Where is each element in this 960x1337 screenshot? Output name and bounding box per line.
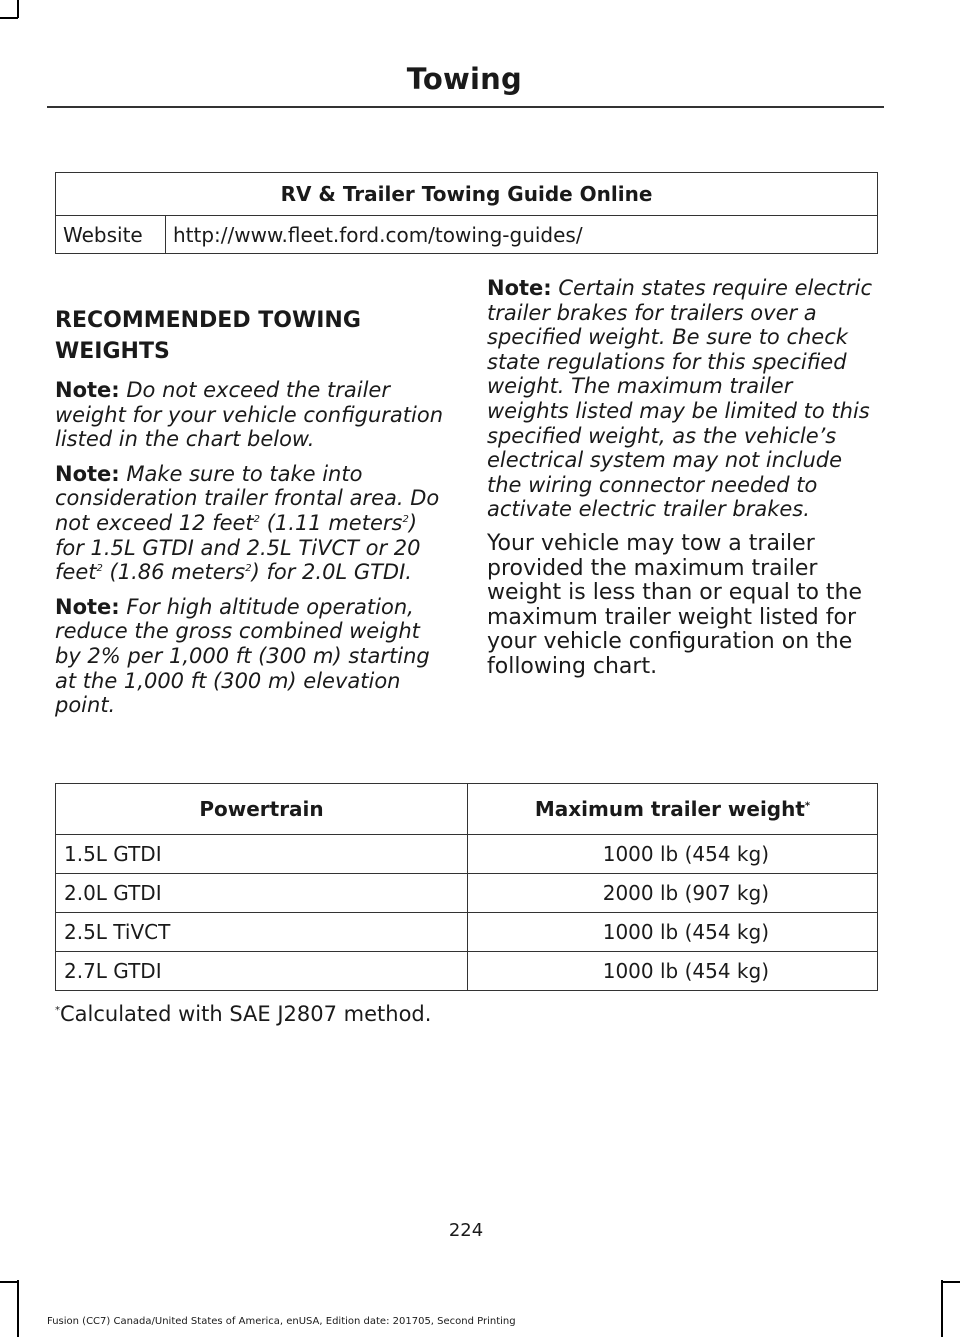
table-title: RV & Trailer Towing Guide Online <box>56 173 878 216</box>
crop-mark <box>0 17 18 19</box>
note <box>487 276 879 522</box>
table-header-row <box>56 784 878 835</box>
table-header-row <box>56 173 878 216</box>
footnote <box>55 1002 431 1026</box>
crop-mark <box>17 1280 19 1337</box>
body-paragraph: Your vehicle may tow a trailer provided the maximum trailer weight is less than or equal to the maximum trailer weight listed for your vehicle configuration on the following chart. <box>487 530 862 679</box>
crop-mark <box>17 0 19 18</box>
crop-mark <box>0 1281 18 1283</box>
edition-info: Fusion (CC7) Canada/United States of America, enUSA, Edition date: 201705, Second Printing <box>47 1316 516 1327</box>
page-number: 224 <box>448 1220 484 1241</box>
towing-guide-table <box>55 172 878 254</box>
table-row <box>56 216 878 254</box>
note-text: For high altitude operation, reduce the gross combined weight by 2% per 1,000 ft (300 m) starting at the 1,000 ft (300 m) elevation point. <box>55 594 430 718</box>
superscript: 2 <box>96 563 103 575</box>
header-rule <box>47 106 884 108</box>
note-text: Certain states require electric trailer brakes for trailers over a specified weight. Be sure to check state regulations for this specified weight. The maximum trailer weights listed may be limited to this specified weight, as the vehicle’s electrical system may not include the wiring connector needed to activate electric trailer brakes. <box>487 276 873 522</box>
powertrain-header: Powertrain <box>56 784 468 835</box>
trailer-weights-table <box>55 783 878 991</box>
note-text-part: (1.86 meters <box>102 560 246 585</box>
note <box>55 595 447 718</box>
note-text-part: ) for 2.0L GTDI. <box>251 560 412 585</box>
website-url: http://www.fleet.ford.com/towing-guides/ <box>166 216 878 254</box>
weight-cell: 2000 lb (907 kg) <box>468 874 878 913</box>
note <box>55 378 447 452</box>
crop-mark <box>942 1281 960 1283</box>
max-weight-header-text: Maximum trailer weight <box>534 797 805 821</box>
superscript: 2 <box>253 513 261 525</box>
note-text: Do not exceed the trailer weight for your vehicle configuration listed in the chart below. <box>55 378 444 452</box>
heading-line: RECOMMENDED TOWING <box>55 308 361 333</box>
powertrain-cell: 2.0L GTDI <box>56 874 468 913</box>
website-label: Website <box>56 216 166 254</box>
table-row <box>56 874 878 913</box>
left-column <box>55 305 447 728</box>
footnote-marker: * <box>55 1005 60 1016</box>
superscript: 2 <box>245 563 252 575</box>
powertrain-cell: 1.5L GTDI <box>56 835 468 874</box>
weight-cell: 1000 lb (454 kg) <box>468 835 878 874</box>
max-weight-header <box>468 784 878 835</box>
note <box>55 462 447 585</box>
table-row <box>56 913 878 952</box>
section-heading <box>55 305 447 367</box>
weight-cell: 1000 lb (454 kg) <box>468 952 878 991</box>
table-row <box>56 835 878 874</box>
note-label: Note: <box>55 594 120 619</box>
right-column <box>487 276 879 690</box>
note-label: Note: <box>487 276 552 300</box>
crop-mark <box>941 1280 943 1337</box>
footnote-text: Calculated with SAE J2807 method. <box>60 1002 432 1026</box>
page-title: Towing <box>406 62 522 96</box>
superscript: 2 <box>402 513 409 525</box>
note-label: Note: <box>55 461 120 486</box>
note-label: Note: <box>55 378 120 402</box>
table-row <box>56 952 878 991</box>
note-text-part: (1.11 meters <box>260 510 403 535</box>
powertrain-cell: 2.7L GTDI <box>56 952 468 991</box>
footnote-marker: * <box>804 800 811 812</box>
note-text-part: ) for 1.5L GTDI and 2.5L TiVCT or 20 feet <box>55 510 421 585</box>
weight-cell: 1000 lb (454 kg) <box>468 913 878 952</box>
heading-line: WEIGHTS <box>55 339 170 364</box>
powertrain-cell: 2.5L TiVCT <box>56 913 468 952</box>
note-text-part: Make sure to take into consideration trailer frontal area. Do not exceed 12 feet <box>55 461 440 535</box>
